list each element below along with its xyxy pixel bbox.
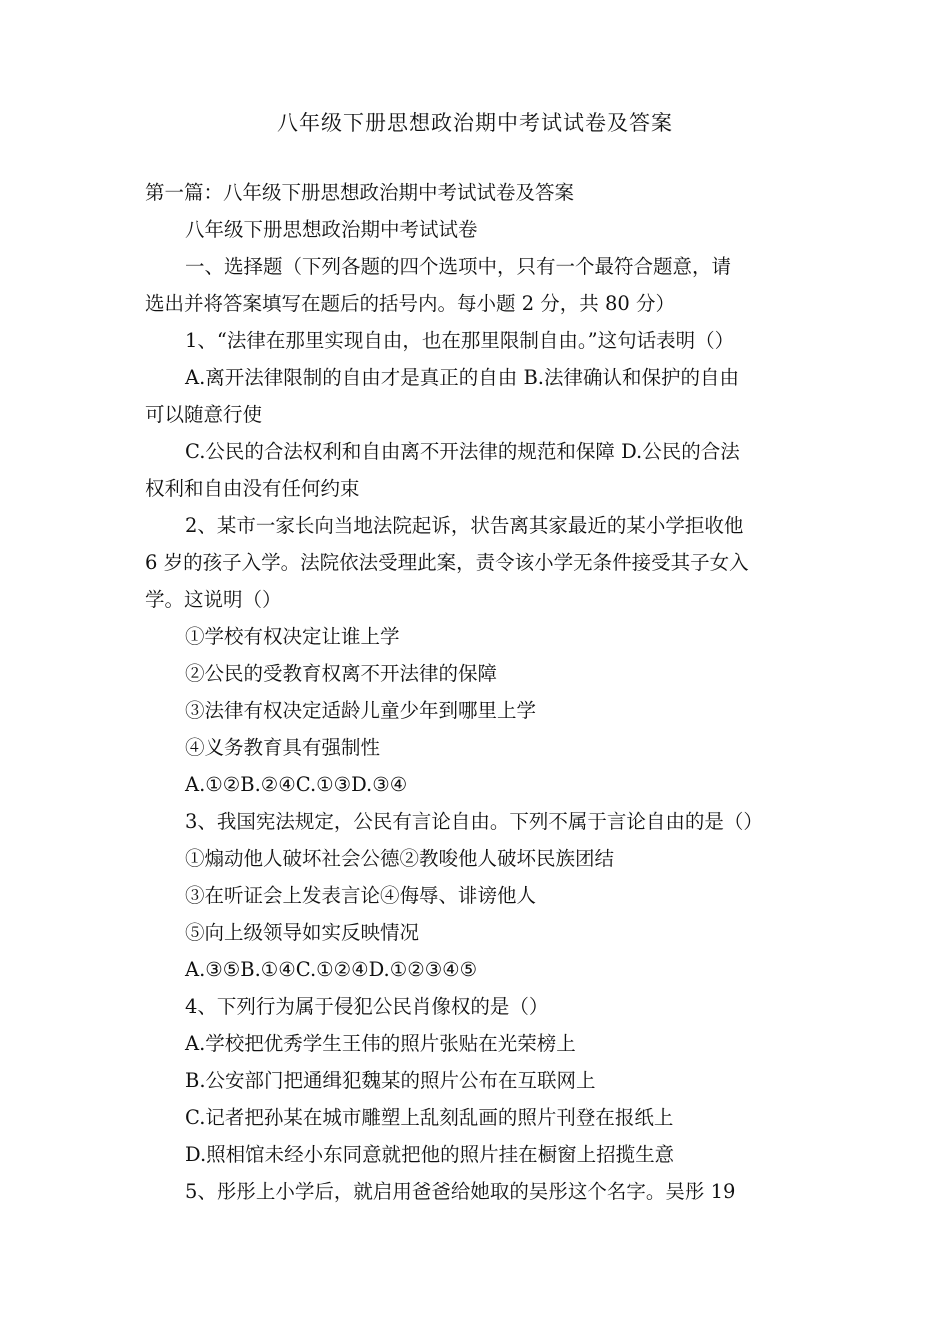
text-line: ⑤向上级领导如实反映情况 <box>185 921 420 944</box>
text-line: 5、彤彤上小学后，就启用爸爸给她取的吴彤这个名字。吴彤 19 <box>185 1180 736 1203</box>
text-line: C.记者把孙某在城市雕塑上乱刻乱画的照片刊登在报纸上 <box>185 1106 674 1129</box>
text-line: 3、我国宪法规定，公民有言论自由。下列不属于言论自由的是（） <box>185 810 763 833</box>
text-line: 第一篇：八年级下册思想政治期中考试试卷及答案 <box>145 181 575 204</box>
text-line: 八年级下册思想政治期中考试试卷 <box>185 218 478 241</box>
text-line: A.学校把优秀学生王伟的照片张贴在光荣榜上 <box>185 1032 576 1055</box>
text-line: ④义务教育具有强制性 <box>185 736 381 759</box>
text-line: 1、“法律在那里实现自由，也在那里限制自由。”这句话表明（） <box>185 329 735 352</box>
text-line: 4、下列行为属于侵犯公民肖像权的是（） <box>185 995 549 1018</box>
text-line: ①学校有权决定让谁上学 <box>185 625 400 648</box>
text-line: 一、选择题（下列各题的四个选项中，只有一个最符合题意，请 <box>185 255 732 278</box>
text-line: 2、某市一家长向当地法院起诉，状告离其家最近的某小学拒收他 <box>185 514 744 537</box>
text-line: 6 岁的孩子入学。法院依法受理此案，责令该小学无条件接受其子女入 <box>145 551 749 574</box>
text-line: 可以随意行使 <box>145 403 263 426</box>
text-line: A.离开法律限制的自由才是真正的自由 B.法律确认和保护的自由 <box>185 366 740 389</box>
text-line: 权利和自由没有任何约束 <box>145 477 360 500</box>
text-line: ③在听证会上发表言论④侮辱、诽谤他人 <box>185 884 537 907</box>
document-body <box>145 174 825 1210</box>
text-line: B.公安部门把通缉犯魏某的照片公布在互联网上 <box>185 1069 596 1092</box>
text-line: D.照相馆未经小东同意就把他的照片挂在橱窗上招揽生意 <box>185 1143 675 1166</box>
text-line: 选出并将答案填写在题后的括号内。每小题 2 分，共 80 分） <box>145 292 676 315</box>
document-title: 八年级下册思想政治期中考试试卷及答案 <box>277 111 673 135</box>
text-line: ①煽动他人破坏社会公德②教唆他人破坏民族团结 <box>185 847 615 870</box>
text-line: 学。这说明（） <box>145 588 282 611</box>
text-line: A.③⑤B.①④C.①②④D.①②③④⑤ <box>185 958 478 981</box>
text-line: ②公民的受教育权离不开法律的保障 <box>185 662 498 685</box>
text-line: C.公民的合法权利和自由离不开法律的规范和保障 D.公民的合法 <box>185 440 740 463</box>
text-line: ③法律有权决定适龄儿童少年到哪里上学 <box>185 699 537 722</box>
text-line: A.①②B.②④C.①③D.③④ <box>185 773 408 796</box>
